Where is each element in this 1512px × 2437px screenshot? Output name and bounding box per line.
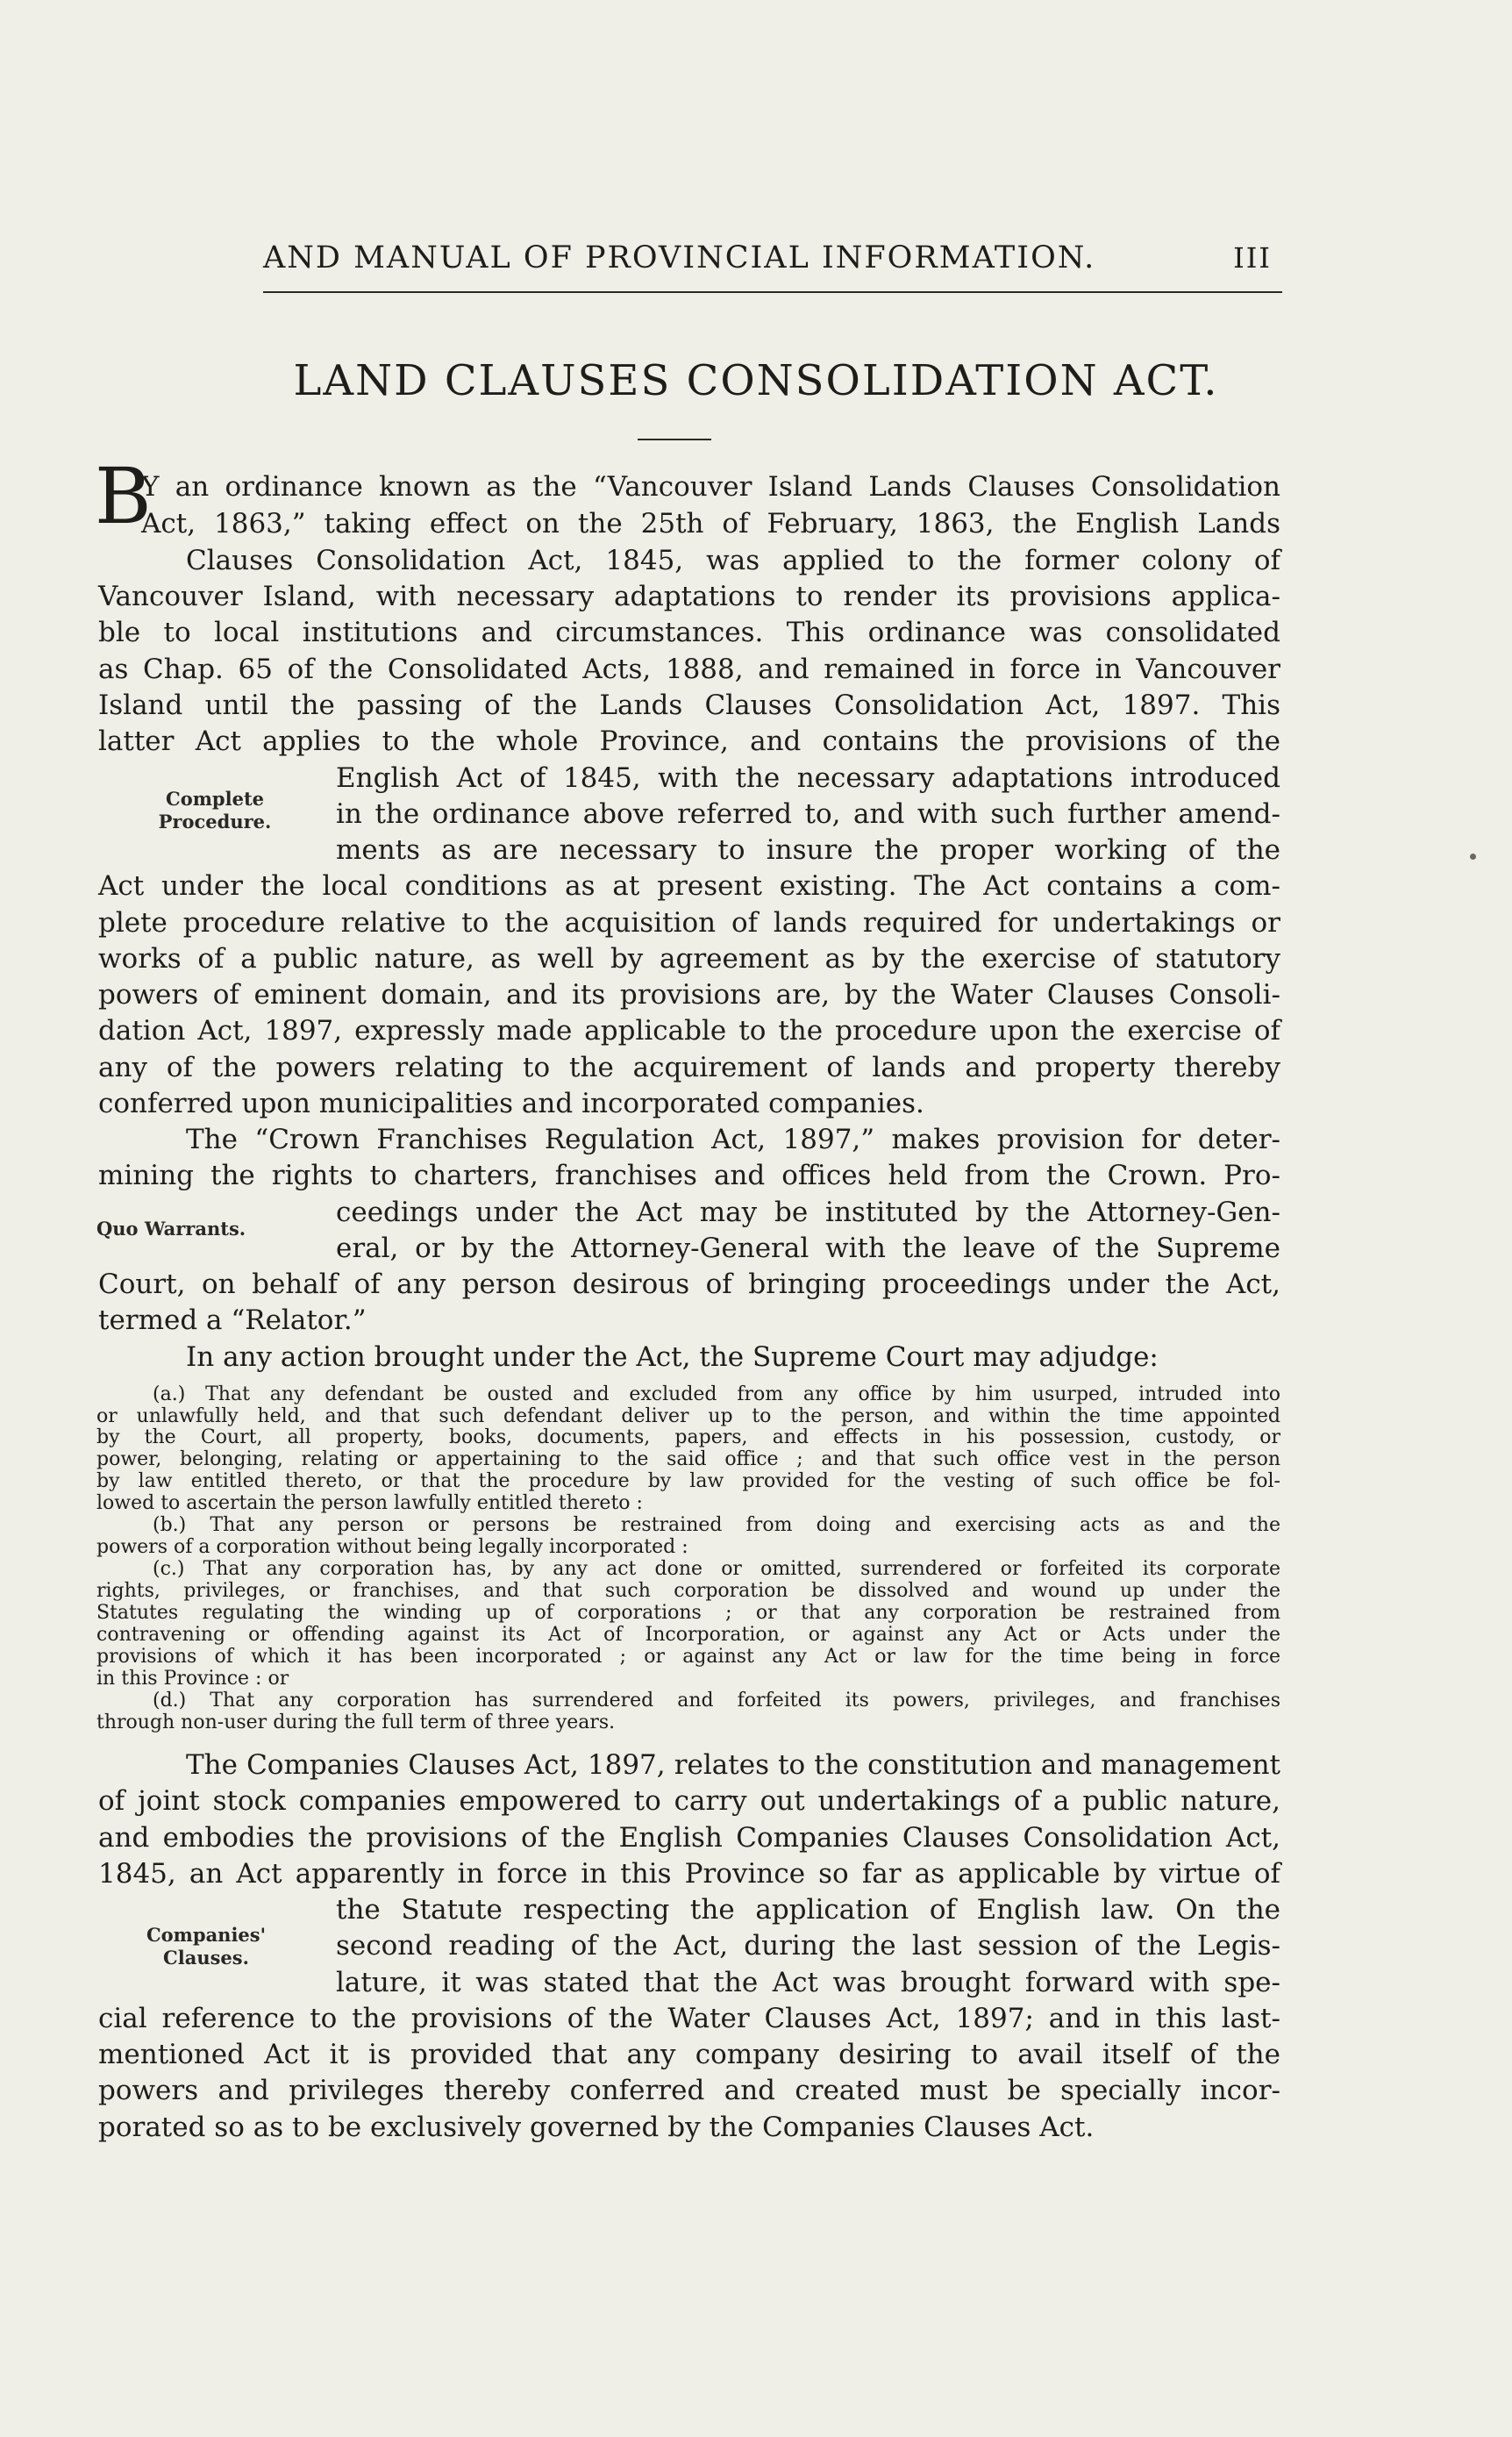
- text-line: powers of eminent domain, and its provisions are, by the Water Clauses Consoli-: [98, 979, 1280, 1011]
- text-line: porated so as to be exclusively governed by the Companies Clauses Act.: [98, 2112, 1095, 2143]
- margin-note-line: Quo Warrants.: [96, 1218, 246, 1240]
- text-line: mining the rights to charters, franchises and offices held from the Crown. Pro-: [98, 1160, 1280, 1191]
- text-line: in the ordinance above referred to, and with such further amend-: [336, 798, 1280, 830]
- text-line: 1845, an Act apparently in force in this Province so far as applicable by virtue of: [98, 1858, 1280, 1890]
- margin-note-line: Clauses.: [163, 1947, 249, 1969]
- drop-cap: B: [95, 451, 152, 541]
- text-line: works of a public nature, as well by agreement as by the exercise of statutory: [98, 943, 1280, 975]
- clause-line: by law entitled thereto, or that the procedure by law provided for the vesting of such office be fol-: [96, 1470, 1280, 1492]
- text-line: the Statute respecting the application of English law. On the: [336, 1894, 1280, 1926]
- text-line: English Act of 1845, with the necessary adaptations introduced: [336, 762, 1280, 794]
- text-line: plete procedure relative to the acquisition of lands required for undertakings or: [98, 907, 1280, 939]
- margin-note-companies-clauses: [140, 1924, 272, 1969]
- margin-note-line: Complete: [165, 788, 265, 810]
- text-line: Vancouver Island, with necessary adaptations to render its provisions applica-: [98, 581, 1280, 612]
- clause-line: (b.) That any person or persons be restrained from doing and exercising acts as and the: [153, 1514, 1280, 1536]
- running-head: [263, 239, 1282, 277]
- text-line: of joint stock companies empowered to carry out undertakings of a public nature,: [98, 1785, 1280, 1817]
- text-line: Act under the local conditions as at present existing. The Act contains a com-: [98, 870, 1280, 902]
- margin-note-quo-warrants: [96, 1218, 298, 1240]
- text-line: latter Act applies to the whole Province, and contains the provisions of the: [98, 725, 1280, 757]
- text-line: The Companies Clauses Act, 1897, relates to the constitution and management: [186, 1749, 1280, 1781]
- header-rule: [263, 291, 1282, 293]
- text-line: termed a “Relator.”: [98, 1304, 367, 1336]
- text-line: any of the powers relating to the acquirement of lands and property thereby: [98, 1052, 1280, 1083]
- margin-note-line: Companies': [146, 1924, 267, 1946]
- clause-line: through non-user during the full term of three years.: [96, 1712, 616, 1733]
- paper-speck: [1470, 854, 1476, 860]
- text-line: cial reference to the provisions of the Water Clauses Act, 1897; and in this last-: [98, 2003, 1280, 2034]
- text-line: and embodies the provisions of the English Companies Clauses Consolidation Act,: [98, 1822, 1280, 1854]
- clause-line: powers of a corporation without being legally incorporated :: [96, 1536, 688, 1558]
- margin-note-line: Procedure.: [158, 811, 272, 833]
- clause-line: by the Court, all property, books, documents, papers, and effects in his possession, custody, or: [96, 1426, 1280, 1448]
- clause-line: (c.) That any corporation has, by any act done or omitted, surrendered or forfeited its corporate: [153, 1558, 1280, 1580]
- text-line: conferred upon municipalities and incorporated companies.: [98, 1088, 924, 1119]
- text-line: as Chap. 65 of the Consolidated Acts, 1888, and remained in force in Vancouver: [98, 654, 1280, 685]
- text-line: In any action brought under the Act, the Supreme Court may adjudge:: [186, 1341, 1159, 1373]
- clause-line: lowed to ascertain the person lawfully entitled thereto :: [96, 1492, 643, 1514]
- clause-line: provisions of which it has been incorporated ; or against any Act or law for the time being in force: [96, 1646, 1280, 1668]
- text-line: dation Act, 1897, expressly made applicable to the procedure upon the exercise of: [98, 1015, 1280, 1047]
- clause-line: or unlawfully held, and that such defendant deliver up to the person, and within the time appointed: [96, 1405, 1280, 1427]
- clause-line: power, belonging, relating or appertaining to the said office ; and that such office vest in the person: [96, 1448, 1280, 1470]
- margin-note-complete-procedure: [158, 788, 272, 833]
- page-number: III: [1233, 241, 1272, 275]
- text-line: Y an ordinance known as the “Vancouver Island Lands Clauses Consolidation: [141, 471, 1280, 503]
- text-line: Court, on behalf of any person desirous of bringing proceedings under the Act,: [98, 1269, 1280, 1300]
- text-line: lature, it was stated that the Act was brought forward with spe-: [336, 1967, 1280, 1998]
- text-line: Island until the passing of the Lands Clauses Consolidation Act, 1897. This: [98, 690, 1280, 721]
- clause-line: rights, privileges, or franchises, and that such corporation be dissolved and wound up under the: [96, 1580, 1280, 1602]
- text-line: mentioned Act it is provided that any company desiring to avail itself of the: [98, 2039, 1280, 2070]
- clause-line: (a.) That any defendant be ousted and excluded from any office by him usurped, intruded into: [153, 1383, 1280, 1405]
- text-line: powers and privileges thereby conferred and created must be specially incor-: [98, 2075, 1280, 2106]
- text-line: ments as are necessary to insure the proper working of the: [336, 834, 1280, 866]
- section-title: LAND CLAUSES CONSOLIDATION ACT.: [293, 356, 1219, 405]
- text-line: ble to local institutions and circumstances. This ordinance was consolidated: [98, 617, 1280, 648]
- text-line: eral, or by the Attorney-General with the leave of the Supreme: [336, 1233, 1280, 1264]
- title-rule: [638, 439, 711, 440]
- clause-line: (d.) That any corporation has surrendered and forfeited its powers, privileges, and franchises: [153, 1690, 1280, 1712]
- text-line: second reading of the Act, during the last session of the Legis-: [336, 1930, 1280, 1962]
- text-line: The “Crown Franchises Regulation Act, 1897,” makes provision for deter-: [186, 1124, 1280, 1155]
- clause-line: in this Province : or: [96, 1668, 289, 1690]
- clause-line: Statutes regulating the winding up of corporations ; or that any corporation be restrained from: [96, 1602, 1280, 1624]
- text-line: Act, 1863,” taking effect on the 25th of February, 1863, the English Lands: [141, 508, 1280, 540]
- text-line: Clauses Consolidation Act, 1845, was applied to the former colony of: [186, 545, 1280, 576]
- text-line: ceedings under the Act may be instituted by the Attorney-Gen-: [336, 1197, 1280, 1228]
- clause-line: contravening or offending against its Act of Incorporation, or against any Act or Acts under the: [96, 1624, 1280, 1646]
- running-title: AND MANUAL OF PROVINCIAL INFORMATION.: [263, 240, 1096, 275]
